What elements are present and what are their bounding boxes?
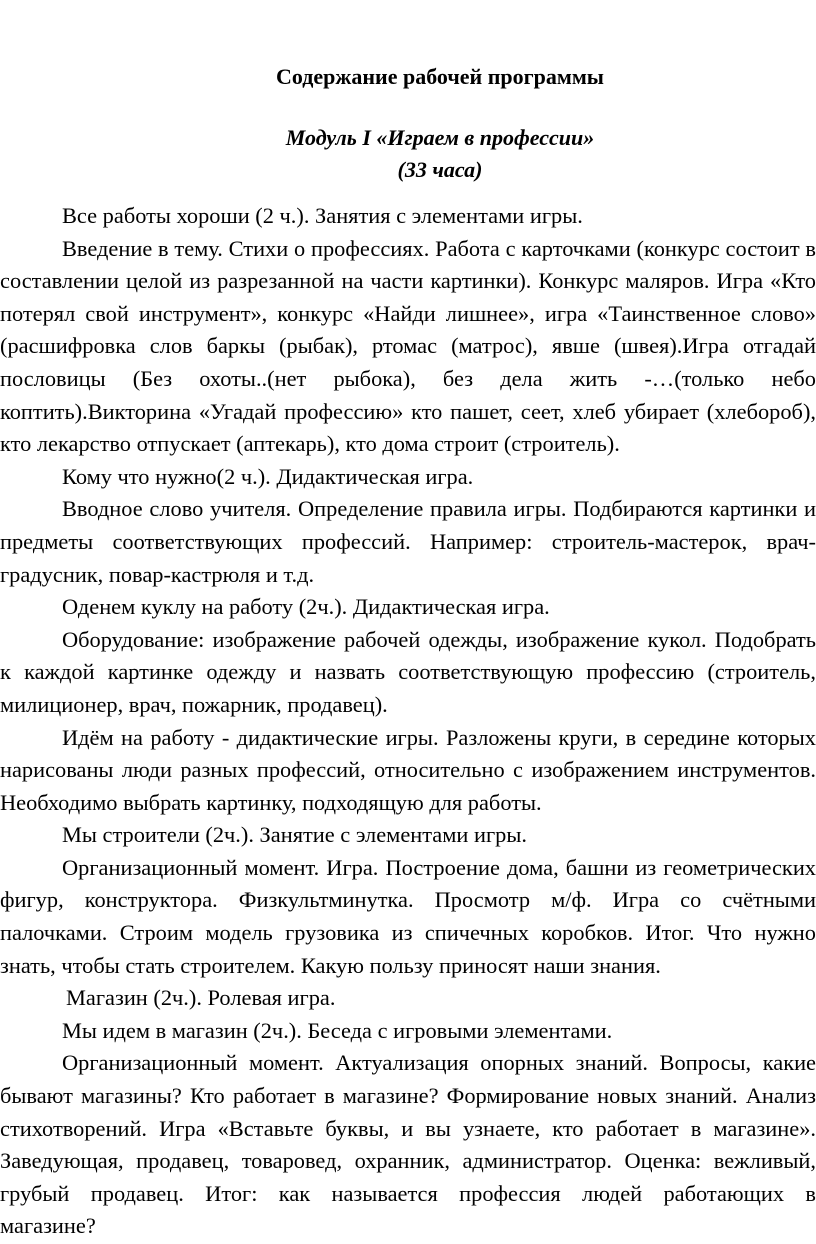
module-title: Модуль I «Играем в профессии» bbox=[285, 125, 595, 150]
document-title: Содержание рабочей программы bbox=[276, 64, 604, 89]
paragraph: Введение в тему. Стихи о профессиях. Работа с карточками (конкурс состоит в составлении целой из разрезанной на части картинки). Конкурс маляров. Игра «Кто потерял свой инструмент», конкурс «Найди лишнее», игра «Таинственное слово» (расшифровка слов баркы (рыбак), ртомас (матрос), явше (швея).Игра отгадай пословицы (Без охоты..(нет рыбока), без дела жить -…(только небо коптить).Викторина «Угадай профессию» кто пашет, сеет, хлеб убирает (хлебороб), кто лекарство отпускает (аптекарь), кто дома строит (строитель). bbox=[0, 235, 816, 457]
paragraph: Организационный момент. Актуализация опорных знаний. Вопросы, какие бывают магазины? Кто работает в магазине? Формирование новых знаний. Анализ стихотворений. Игра «Вставьте буквы, и вы узнаете, кто работает в магазине». Заведующая, продавец, товаровед, охранник, администратор. Оценка: вежливый, грубый продавец. Итог: как называется профессия людей работающих в bbox=[0, 1050, 816, 1206]
paragraph: Мы строители (2ч.). Занятие с элементами игры. bbox=[62, 822, 527, 848]
paragraph: Кому что нужно(2 ч.). Дидактическая игра. bbox=[62, 463, 474, 489]
paragraph: магазине? bbox=[0, 1213, 96, 1239]
paragraph: Магазин (2ч.). Ролевая игра. bbox=[66, 985, 336, 1011]
paragraph: Оденем куклу на работу (2ч.). Дидактическая игра. bbox=[62, 594, 550, 620]
paragraph: Оборудование: изображение рабочей одежды, изображение кукол. Подобрать к каждой картинке одежду и назвать соответствующую профессию (строитель, милиционер, врач, пожарник, продавец). bbox=[0, 626, 816, 717]
paragraph: Организационный момент. Игра. Построение дома, башни из геометрических фигур, конструктора. Физкультминутка. Просмотр м/ф. Игра со счётными палочками. Строим модель грузовика из спичечных коробков. Итог. Что нужно знать, чтобы стать строителем. Какую пользу приносят наши знания. bbox=[0, 854, 816, 978]
paragraph: Все работы хороши (2 ч.). Занятия с элементами игры. bbox=[62, 203, 583, 228]
paragraph: Мы идем в магазин (2ч.). Беседа с игровыми элементами. bbox=[62, 1017, 613, 1043]
paragraph: Идём на работу - дидактические игры. Разложены круги, в середине которых нарисованы люди разных профессий, относительно с изображением инструментов. Необходимо выбрать картинку, подходящую для работы. bbox=[0, 724, 816, 815]
document-body bbox=[0, 200, 816, 1243]
module-heading bbox=[0, 122, 816, 186]
paragraph: Вводное слово учителя. Определение правила игры. Подбираются картинки и предметы соответствующих профессий. Например: строитель-мастерок, врач-градусник, повар-кастрюля и т.д. bbox=[0, 496, 816, 587]
module-hours: (33 часа) bbox=[397, 157, 483, 182]
